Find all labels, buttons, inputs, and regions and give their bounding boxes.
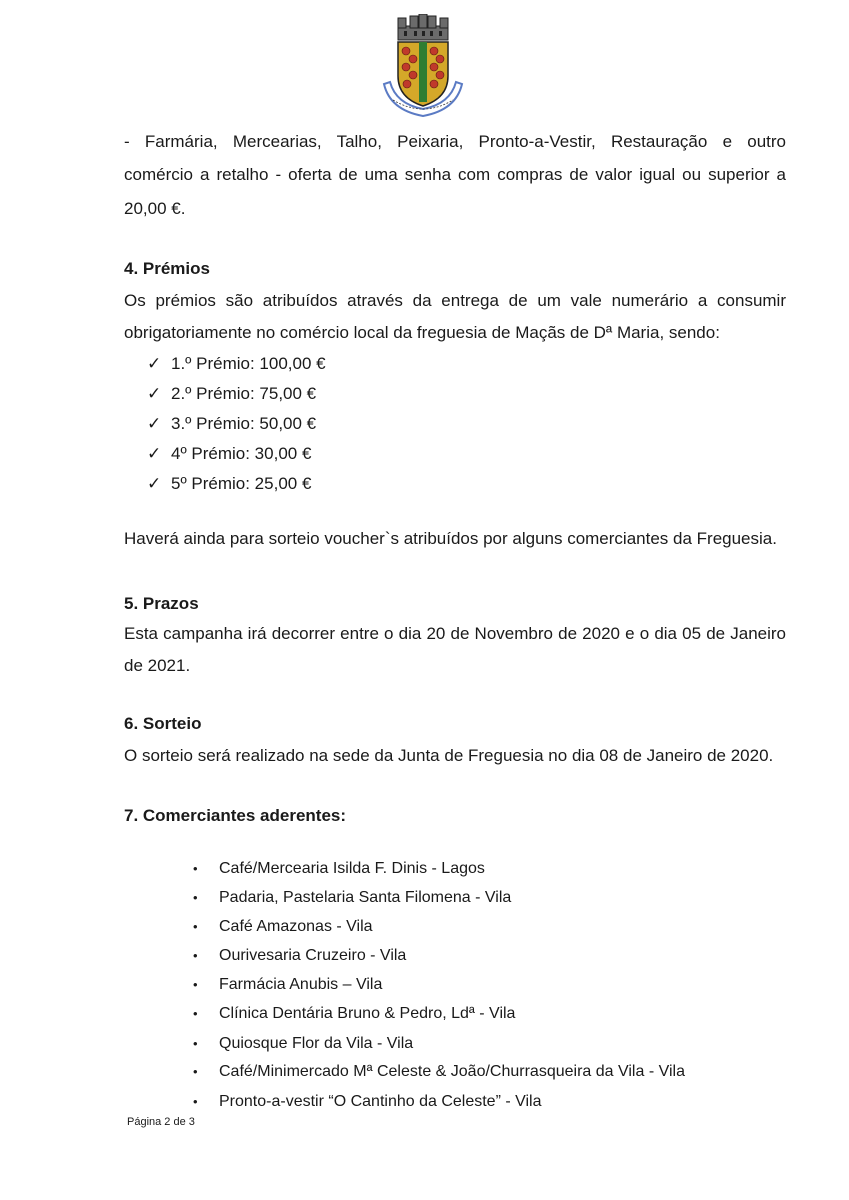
checkmark-icon: ✓ [147,474,162,494]
intro-line-3: 20,00 €. [124,199,186,218]
section-heading-premios: 4. Prémios [124,259,210,278]
merchant-list-item: • Café/Minimercado Mª Celeste & João/Churrasqueira da Vila - Vila [193,1063,685,1080]
premios-note: Haverá ainda para sorteio voucher`s atribuídos por alguns comerciantes da Freguesia. [124,529,777,548]
bullet-icon: • [193,977,198,992]
merchant-list-item: • Pronto-a-vestir “O Cantinho da Celeste” - Vila [193,1093,542,1110]
prize-item: ✓ 4º Prémio: 30,00 € [147,444,312,464]
bullet-icon: • [193,919,198,934]
checkmark-icon: ✓ [147,444,162,464]
section-heading-prazos: 5. Prazos [124,594,199,613]
bullet-icon: • [193,861,198,876]
bullet-icon: • [193,1094,198,1109]
bullet-icon: • [193,1036,198,1051]
merchant-list-item: • Clínica Dentária Bruno & Pedro, Ldª - Vila [193,1005,516,1022]
bullet-icon: • [193,1006,198,1021]
merchant-list-item: • Café/Mercearia Isilda F. Dinis - Lagos [193,860,485,877]
page-number: Página 2 de 3 [127,1116,195,1128]
intro-line-1: - Farmária, Mercearias, Talho, Peixaria, Pronto-a-Vestir, Restauração e outro [124,132,786,151]
prize-item: ✓ 5º Prémio: 25,00 € [147,474,312,494]
prize-item: ✓ 1.º Prémio: 100,00 € [147,354,326,374]
intro-line-2: comércio a retalho - oferta de uma senha com compras de valor igual ou superior a [124,165,786,184]
premios-line-2: obrigatoriamente no comércio local da freguesia de Maçãs de Dª Maria, sendo: [124,323,720,342]
premios-line-1: Os prémios são atribuídos através da entrega de um vale numerário a consumir [124,291,786,310]
merchant-list-item: • Farmácia Anubis – Vila [193,976,383,993]
sorteio-text: O sorteio será realizado na sede da Junta de Freguesia no dia 08 de Janeiro de 2020. [124,746,774,765]
prize-item: ✓ 3.º Prémio: 50,00 € [147,414,317,434]
merchant-list-item: • Padaria, Pastelaria Santa Filomena - Vila [193,889,512,906]
merchant-list-item: • Quiosque Flor da Vila - Vila [193,1035,414,1052]
bullet-icon: • [193,1064,198,1079]
bullet-icon: • [193,948,198,963]
section-heading-sorteio: 6. Sorteio [124,714,202,733]
checkmark-icon: ✓ [147,354,162,374]
merchant-list-item: • Ourivesaria Cruzeiro - Vila [193,947,407,964]
bullet-icon: • [193,890,198,905]
merchant-list-item: • Café Amazonas - Vila [193,918,373,935]
checkmark-icon: ✓ [147,384,162,404]
prazos-line-1: Esta campanha irá decorrer entre o dia 20 de Novembro de 2020 e o dia 05 de Janeiro [124,624,786,643]
prazos-line-2: de 2021. [124,656,191,675]
checkmark-icon: ✓ [147,414,162,434]
prize-item: ✓ 2.º Prémio: 75,00 € [147,384,317,404]
coat-of-arms [380,14,466,120]
section-heading-comerciantes: 7. Comerciantes aderentes: [124,806,347,825]
